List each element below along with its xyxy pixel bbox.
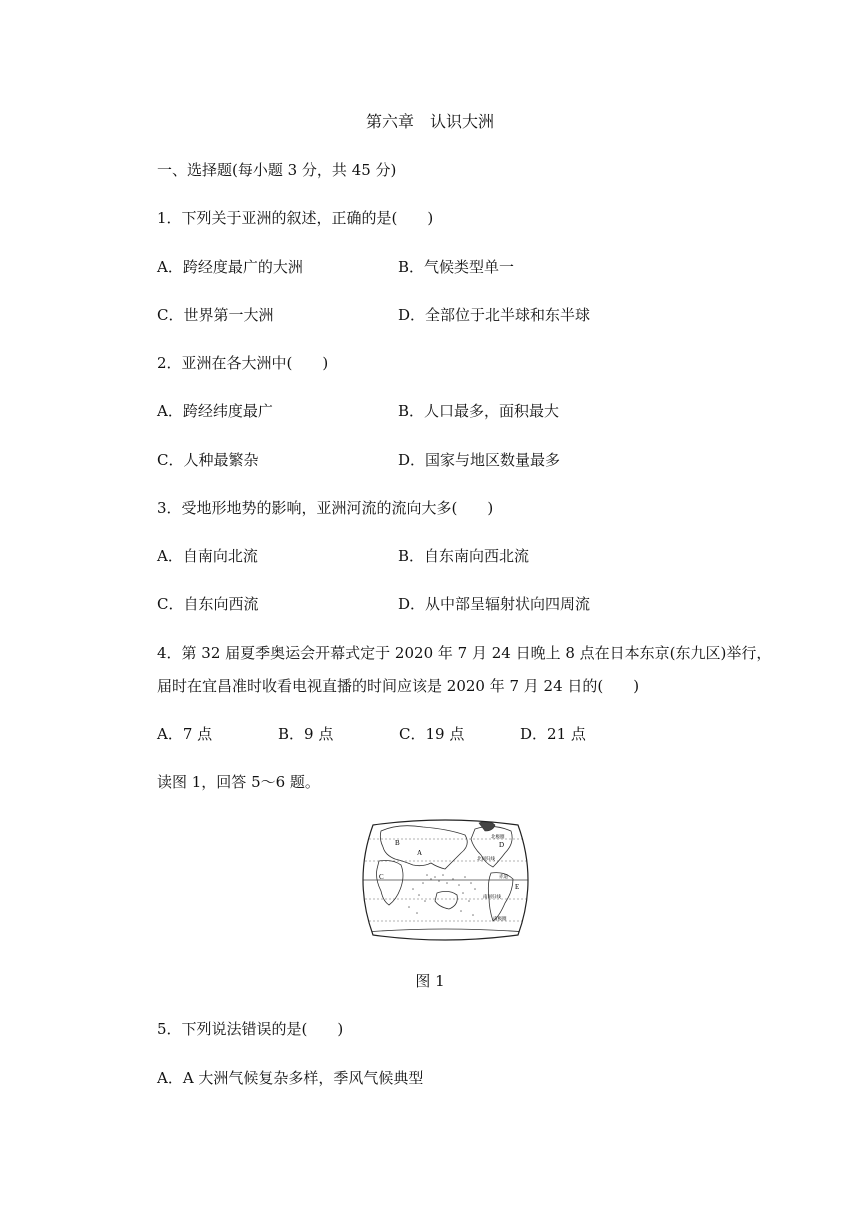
map-label-b: B: [395, 839, 400, 847]
label-tropic-capricorn: 南回归线: [483, 895, 501, 900]
question-4-stem-line-2: 届时在宜昌准时收看电视直播的时间应该是 2020 年 7 月 24 日的( ): [157, 677, 640, 695]
question-1-option-c: C．世界第一大洲: [157, 306, 274, 324]
question-4-option-d: D．21 点: [520, 725, 586, 743]
map-label-a: A: [417, 849, 423, 857]
read-prompt: 读图 1，回答 5～6 题。: [157, 773, 320, 791]
question-1-stem: 1．下列关于亚洲的叙述，正确的是( ): [157, 209, 434, 227]
map-label-c: C: [379, 873, 384, 881]
question-5-option-a: A．A 大洲气候复杂多样，季风气候典型: [157, 1069, 424, 1087]
question-4-stem-line-1: 4．第 32 届夏季奥运会开幕式定于 2020 年 7 月 24 日晚上 8 点在日本东京(东九区)举行，: [157, 644, 772, 662]
question-3-option-c: C．自东向西流: [157, 595, 259, 613]
question-2-option-d: D．国家与地区数量最多: [398, 451, 561, 469]
question-4-option-b: B．9 点: [278, 725, 334, 743]
map-label-e: E: [515, 883, 520, 891]
question-1-option-a: A．跨经度最广的大洲: [157, 258, 303, 276]
question-2-option-c: C．人种最繁杂: [157, 451, 259, 469]
figure-caption: 图 1: [415, 972, 445, 990]
question-2-option-b: B．人口最多，面积最大: [398, 402, 560, 420]
section-heading: 一、选择题(每小题 3 分，共 45 分): [157, 161, 397, 179]
question-4-option-a: A．7 点: [157, 725, 213, 743]
map-label-d: D: [499, 841, 505, 849]
question-3-option-b: B．自东南向西北流: [398, 547, 530, 565]
label-arctic-circle: 北极圈: [491, 835, 505, 840]
question-1-option-b: B．气候类型单一: [398, 258, 515, 276]
question-2-stem: 2．亚洲在各大洲中( ): [157, 354, 329, 372]
question-3-stem: 3．受地形地势的影响，亚洲河流的流向大多( ): [157, 499, 494, 517]
question-1-option-d: D．全部位于北半球和东半球: [398, 306, 591, 324]
question-2-option-a: A．跨经纬度最广: [157, 402, 273, 420]
label-equator: 赤道: [499, 875, 508, 880]
question-3-option-d: D．从中部呈辐射状向四周流: [398, 595, 591, 613]
question-5-stem: 5．下列说法错误的是( ): [157, 1020, 344, 1038]
label-antarctic-circle: 南极圈: [493, 917, 507, 922]
world-map-figure: [353, 817, 538, 943]
question-4-option-c: C．19 点: [399, 725, 465, 743]
page-title: 第六章 认识大洲: [365, 112, 494, 131]
question-3-option-a: A．自南向北流: [157, 547, 258, 565]
label-tropic-cancer: 北回归线: [477, 857, 495, 862]
